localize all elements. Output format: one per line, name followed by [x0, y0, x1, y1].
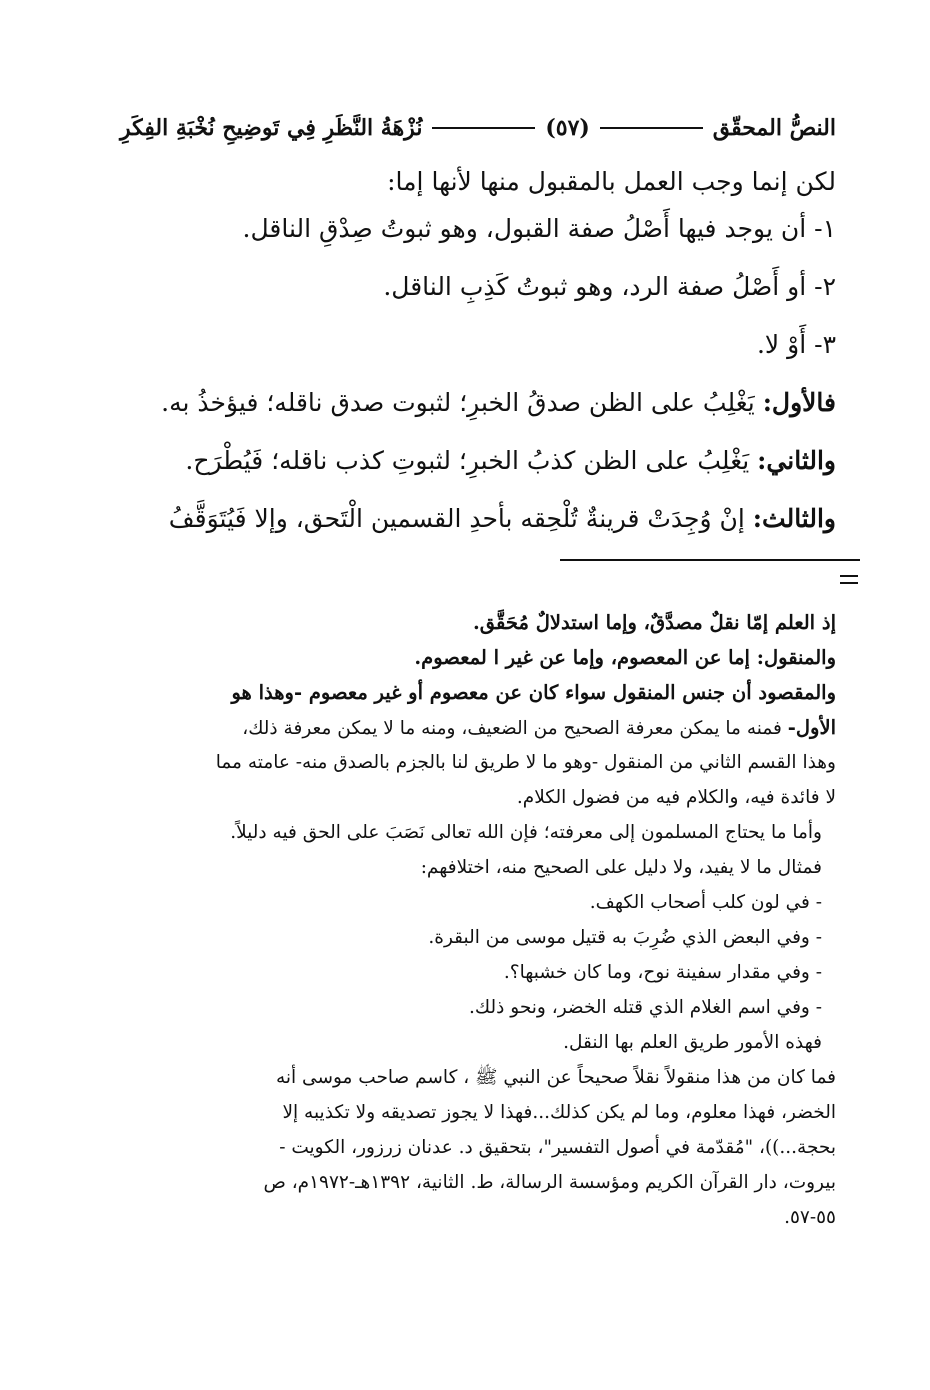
first-case-paragraph [120, 378, 836, 436]
page-number: (٥٧) [545, 115, 590, 141]
third-case-paragraph [120, 494, 836, 552]
footnote-separator [560, 559, 860, 561]
footnote-line: والمقصود أن جنس المنقول سواء كان عن معصوم أو غير معصوم -وهذا هو [231, 681, 836, 704]
footnote-line: لا فائدة فيه، والكلام فيه من فضول الكلام. [516, 787, 836, 808]
second-case-text: يَغْلِبُ على الظن كذبُ الخبرِ؛ لثبوتِ كذب ناقله؛ فَيُطْرَح. [185, 446, 750, 475]
header-rule-left [432, 127, 535, 129]
intro-line: لكن إنما وجب العمل بالمقبول منها لأنها إما: [387, 167, 836, 196]
footnote-line: وهذا القسم الثاني من المنقول -وهو ما لا طريق لنا بالجزم بالصدق منه- عامته مما [215, 752, 836, 773]
footnote-line: فمثال ما لا يفيد، ولا دليل على الصحيح منه، اختلافهم: [420, 857, 822, 878]
first-case-text: يَغْلِبُ على الظن صدقُ الخبرِ؛ لثبوت صدق ناقله؛ فيؤخذُ به. [161, 388, 755, 417]
header-left-title: نُزْهَةُ النَّظَرِ فِي تَوضِيحِ نُخْبَةِ الفِكَرِ [120, 115, 423, 141]
footnote-line: ٥٥-٥٧. [784, 1207, 836, 1228]
footnote-line: إذ العلم إمّا نقلٌ مصدَّقٌ، وإما استدلالٌ مُحَقَّق. [472, 611, 836, 634]
second-case-lead: والثاني: [757, 446, 836, 475]
footnotes [106, 605, 836, 1235]
third-case-text: إنْ وُجِدَتْ قرينةٌ تُلْحِقه بأحدِ القسمين الْتَحق، وإلا فَيُتَوَقَّفُ [168, 504, 745, 533]
footnote-line: وأما ما يحتاج المسلمون إلى معرفته؛ فإن الله تعالى نَصَبَ على الحق فيه دليلاً. [230, 822, 822, 843]
footnote-line: فما كان من هذا منقولاً نقلاً صحيحاً عن النبي ﷺ ، كاسم صاحب موسى أنه [275, 1067, 836, 1088]
footnote-line: الخضر، فهذا معلوم، وما لم يكن كذلك...فهذا لا يجوز تصديقه ولا تكذيبه إلا [282, 1102, 836, 1123]
footnote-line: والمنقول: إما عن المعصوم، وإما عن غير ا لمعصوم. [414, 646, 836, 669]
footnote-line: بيروت، دار القرآن الكريم ومؤسسة الرسالة، ط. الثانية، ١٣٩٢هـ-١٩٧٢م، ص [263, 1172, 836, 1193]
page-header [120, 108, 836, 148]
footnote-bullet: - في لون كلب أصحاب الكهف. [589, 892, 822, 913]
continuation-mark [840, 575, 858, 589]
list-item-2: ٢- أو أَصْلُ صفة الرد، وهو ثبوتُ كَذِبِ الناقل. [383, 272, 836, 301]
first-case-lead: فالأول: [762, 388, 836, 417]
footnote-run: فمنه ما يمكن معرفة الصحيح من الضعيف، ومنه ما لا يمكن معرفة ذلك، [242, 718, 788, 739]
footnote-bullet: - وفي البعض الذي ضُرِبَ به قتيل موسى من البقرة. [428, 927, 822, 948]
header-right-title: النصُّ المحقّق [712, 115, 836, 141]
second-case-paragraph [120, 436, 836, 494]
header-rule-right [600, 127, 703, 129]
footnote-bullet: - وفي اسم الغلام الذي قتله الخضر، ونحو ذلك. [469, 997, 822, 1018]
main-text [120, 160, 836, 552]
footnote-line [106, 710, 836, 745]
footnote-bullet: - وفي مقدار سفينة نوح، وما كان خشبها؟. [503, 962, 822, 983]
footnote-line: فهذه الأمور طريق العلم بها النقل. [563, 1032, 822, 1053]
list-item-1: ١- أن يوجد فيها أَصْلُ صفة القبول، وهو ثبوتُ صِدْقِ الناقل. [242, 214, 836, 243]
list-item-3: ٣- أَوْ لا. [756, 330, 836, 359]
footnote-bold-run: الأول- [787, 716, 836, 739]
footnote-line: بحجة...))، "مُقدّمة في أصول التفسير"، بتحقيق د. عدنان زرزور، الكويت - [279, 1137, 836, 1158]
third-case-lead: والثالث: [752, 504, 836, 533]
